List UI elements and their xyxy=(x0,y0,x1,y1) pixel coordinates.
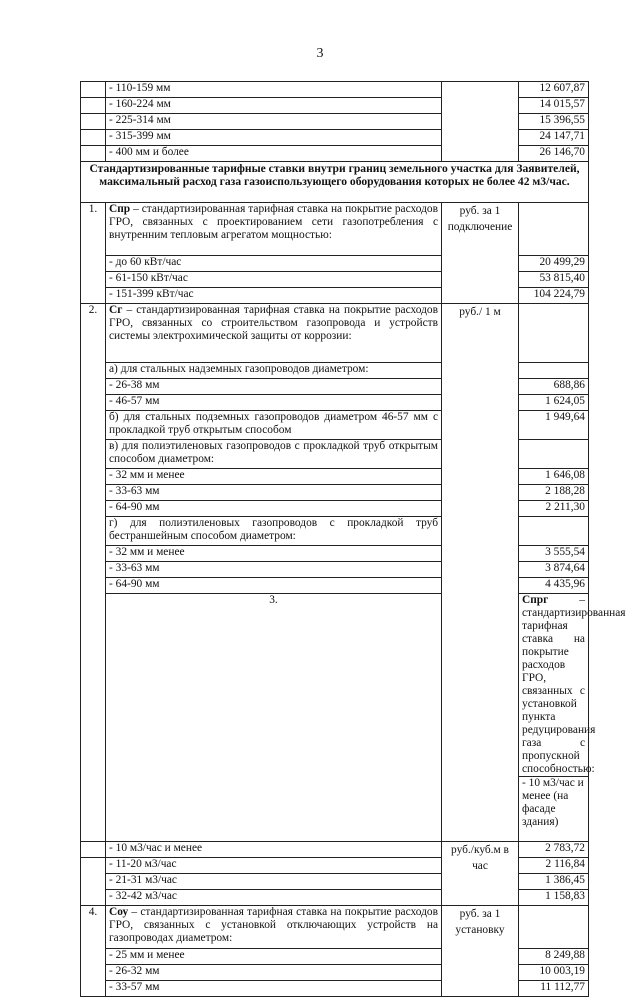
unit-cell: руб./куб.м в час xyxy=(442,842,519,906)
subsection-label: в) для полиэтиленовых газопроводов с прокладкой труб открытым способом диаметром: xyxy=(106,440,442,469)
row-label: - 10 м3/час и менее (на фасаде здания) xyxy=(519,777,589,842)
row-value: 20 499,29 xyxy=(519,256,589,272)
row-value: 1 646,08 xyxy=(519,469,589,485)
row-value: 2 783,72 xyxy=(519,842,589,858)
table-row xyxy=(81,203,589,256)
item-number: 1. xyxy=(81,203,106,304)
row-value: 2 211,30 xyxy=(519,501,589,517)
item-text: – стандартизированная тарифная ставка на покрытие расходов ГРО, связанных с проектированием сети газопотребления с внутренним тепловым агрегатом мощностью: xyxy=(109,203,438,241)
row-label: - 26-32 мм xyxy=(106,965,442,981)
row-label: - 110-159 мм xyxy=(106,82,442,98)
item-text: – стандартизированная тарифная ставка на покрытие расходов ГРО, связанных с установкой отключающих устройств на газопроводах диаметром: xyxy=(109,906,438,944)
table-row xyxy=(81,304,589,363)
row-value: 1 624,05 xyxy=(519,395,589,411)
num-cell xyxy=(81,98,106,114)
item-text: – стандартизированная тарифная ставка на покрытие расходов ГРО, связанных со строительством газопровода и устройств системы электрохимической защиты от коррозии: xyxy=(109,304,438,342)
value-cell xyxy=(519,203,589,256)
row-label: - 64-90 мм xyxy=(106,578,442,594)
section-heading: Стандартизированные тарифные ставки внутри границ земельного участка для Заявителей, максимальный расход газа газоиспользующего оборудования которых не более 42 м3/час. xyxy=(81,162,589,203)
row-label: - 26-38 мм xyxy=(106,379,442,395)
row-label: - 32 мм и менее xyxy=(106,546,442,562)
item-code: Спрг xyxy=(522,594,549,606)
item-code: Соу xyxy=(109,906,129,918)
row-value: 53 815,40 xyxy=(519,272,589,288)
row-label: - 400 мм и более xyxy=(106,146,442,162)
row-value: 12 607,87 xyxy=(519,82,589,98)
row-label: - 160-224 мм xyxy=(106,98,442,114)
row-value: 14 015,57 xyxy=(519,98,589,114)
unit-cell: руб. за 1 подключение xyxy=(442,203,519,304)
value-cell xyxy=(519,363,589,379)
page-number: 3 xyxy=(316,46,324,61)
row-value: 688,86 xyxy=(519,379,589,395)
row-label: - 32-42 м3/час xyxy=(106,890,442,906)
row-value: 3 874,64 xyxy=(519,562,589,578)
item-code: Сг xyxy=(109,304,123,316)
row-label: - 11-20 м3/час xyxy=(106,858,442,874)
row-label: - 64-90 мм xyxy=(106,501,442,517)
row-label: - 25 мм и менее xyxy=(106,949,442,965)
table-row xyxy=(81,906,589,949)
row-value: 24 147,71 xyxy=(519,130,589,146)
item-description xyxy=(106,304,442,363)
row-label: - 33-57 мм xyxy=(106,981,442,997)
row-label: - 151-399 кВт/час xyxy=(106,288,442,304)
item-description xyxy=(106,906,442,949)
num-cell xyxy=(81,842,106,858)
row-value: 1 158,83 xyxy=(519,890,589,906)
num-cell xyxy=(81,858,106,906)
row-label: - 32 мм и менее xyxy=(106,469,442,485)
row-value: 11 112,77 xyxy=(519,981,589,997)
row-label: - 21-31 м3/час xyxy=(106,874,442,890)
row-value: 3 555,54 xyxy=(519,546,589,562)
item-code: Спр xyxy=(109,203,131,215)
unit-cell: руб. за 1 установку xyxy=(442,906,519,997)
row-value: 26 146,70 xyxy=(519,146,589,162)
row-label: - 10 м3/час и менее xyxy=(106,842,442,858)
item-description xyxy=(106,203,442,256)
table-row xyxy=(81,82,589,98)
value-cell xyxy=(519,906,589,949)
item-number: 2. xyxy=(81,304,106,842)
row-value: 104 224,79 xyxy=(519,288,589,304)
tariff-table xyxy=(80,81,626,997)
item-description xyxy=(519,594,626,777)
row-value: 2 116,84 xyxy=(519,858,589,874)
subsection-label: а) для стальных надземных газопроводов диаметром: xyxy=(106,363,442,379)
row-value: 1 949,64 xyxy=(519,411,589,440)
row-value: 1 386,45 xyxy=(519,874,589,890)
row-value: 15 396,55 xyxy=(519,114,589,130)
value-cell xyxy=(519,440,589,469)
row-label: - 61-150 кВт/час xyxy=(106,272,442,288)
row-value: 4 435,96 xyxy=(519,578,589,594)
row-value: 8 249,88 xyxy=(519,949,589,965)
row-value: 2 188,28 xyxy=(519,485,589,501)
value-cell xyxy=(519,304,589,363)
section-heading-row xyxy=(81,162,589,203)
row-label: - 315-399 мм xyxy=(106,130,442,146)
row-label: - до 60 кВт/час xyxy=(106,256,442,272)
num-cell xyxy=(81,130,106,146)
subsection-label: б) для стальных подземных газопроводов диаметром 46-57 мм с прокладкой труб открытым способом xyxy=(106,411,442,440)
table-row xyxy=(81,842,589,858)
item-text: – стандартизированная тарифная ставка на покрытие расходов ГРО, связанных с установкой пункта редуцирования газа с пропускной способностью: xyxy=(522,594,626,775)
num-cell xyxy=(81,114,106,130)
num-cell xyxy=(81,82,106,98)
unit-cell xyxy=(442,82,519,162)
row-label: - 225-314 мм xyxy=(106,114,442,130)
subsection-label: г) для полиэтиленовых газопроводов с прокладкой труб бестраншейным способом диаметром: xyxy=(106,517,442,546)
item-number: 3. xyxy=(106,594,442,842)
unit-cell: руб./ 1 м xyxy=(442,304,519,842)
row-value: 10 003,19 xyxy=(519,965,589,981)
row-label: - 33-63 мм xyxy=(106,485,442,501)
item-number: 4. xyxy=(81,906,106,997)
value-cell xyxy=(519,517,589,546)
num-cell xyxy=(81,146,106,162)
row-label: - 33-63 мм xyxy=(106,562,442,578)
row-label: - 46-57 мм xyxy=(106,395,442,411)
